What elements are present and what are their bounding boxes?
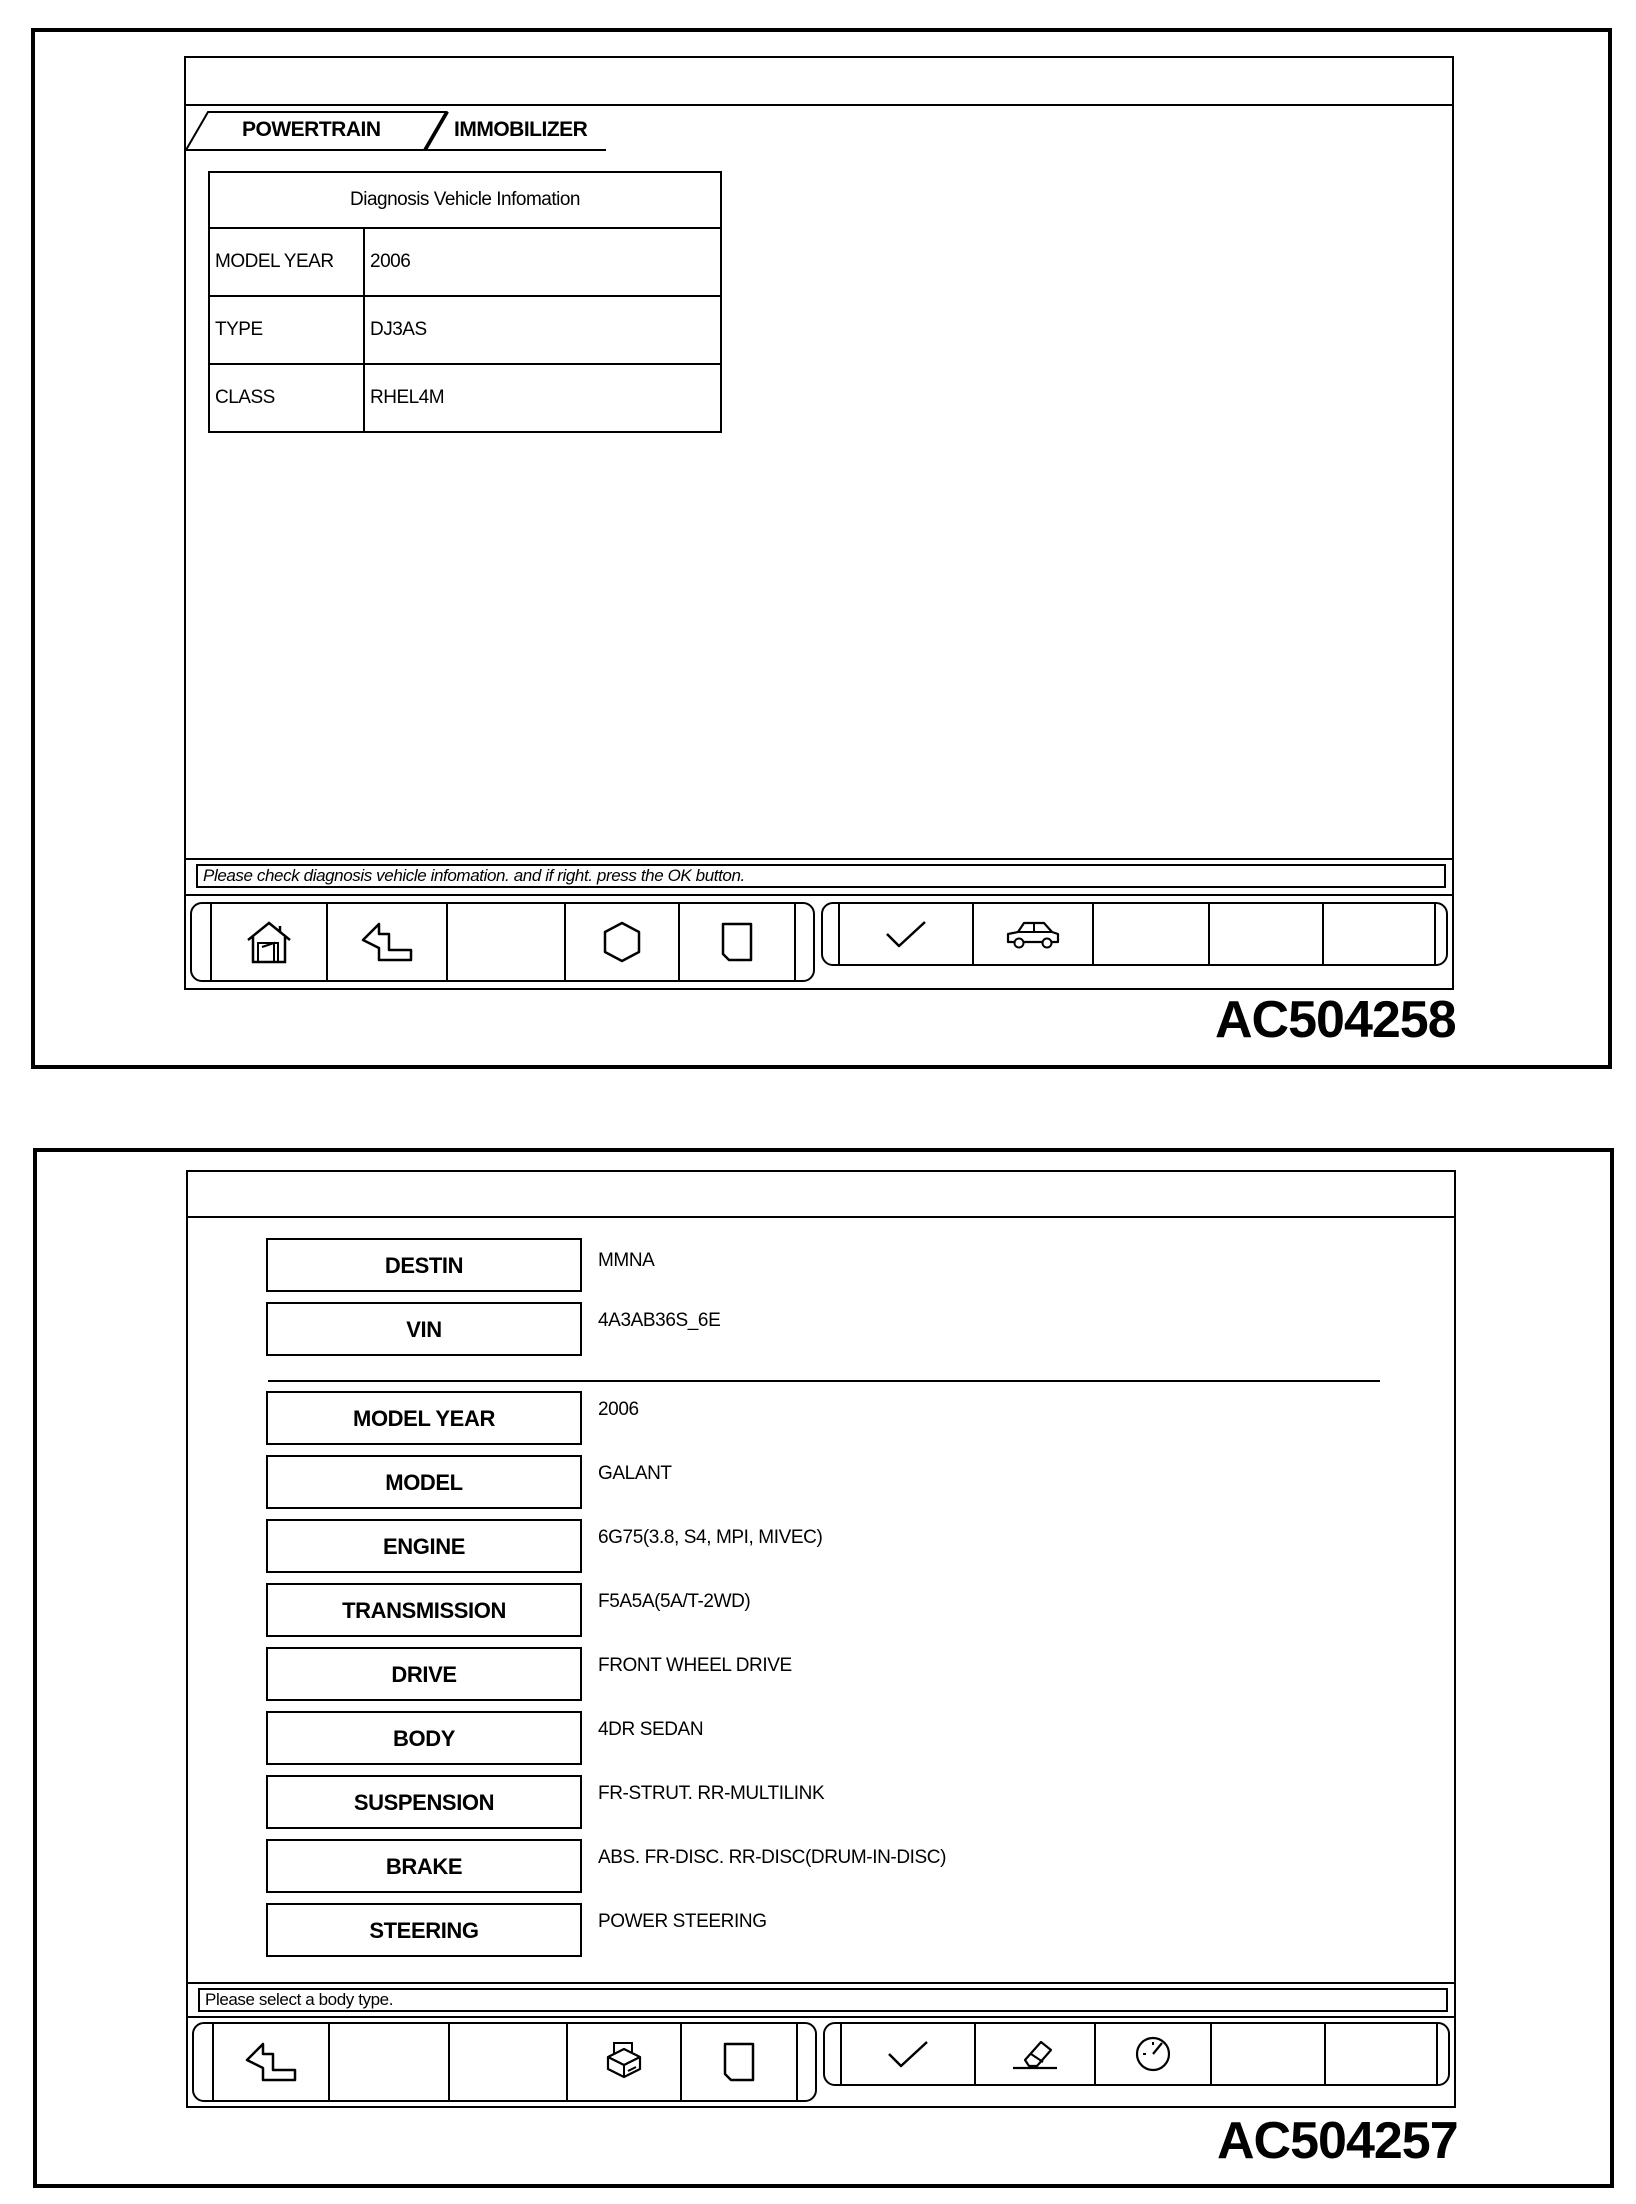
section-divider xyxy=(268,1380,1380,1382)
row-label: CLASS xyxy=(209,364,364,432)
home-icon xyxy=(244,918,294,966)
back-arrow-icon xyxy=(243,2040,299,2084)
back-button[interactable] xyxy=(212,2024,328,2100)
ok-button[interactable] xyxy=(840,2024,974,2084)
checkmark-icon xyxy=(883,2036,933,2072)
page-icon xyxy=(715,918,759,966)
home-button[interactable] xyxy=(210,904,326,980)
spec-label[interactable]: BRAKE xyxy=(266,1839,582,1893)
figure-panel-ac504257 xyxy=(33,1148,1614,2188)
spec-value: 4A3AB36S_6E xyxy=(598,1310,721,1331)
vehicle-spec-screen xyxy=(186,1170,1456,2108)
blank-button[interactable] xyxy=(1324,2024,1438,2084)
table-row xyxy=(209,296,721,364)
spec-label[interactable]: VIN xyxy=(266,1302,582,1356)
spec-label[interactable]: MODEL YEAR xyxy=(266,1391,582,1445)
spec-label[interactable]: MODEL xyxy=(266,1455,582,1509)
blank-button[interactable] xyxy=(1092,904,1208,964)
spec-label[interactable]: DRIVE xyxy=(266,1647,582,1701)
gauge-button[interactable] xyxy=(1094,2024,1210,2084)
left-button-group xyxy=(192,2022,817,2102)
page-icon xyxy=(717,2038,761,2086)
row-label: TYPE xyxy=(209,296,364,364)
status-divider xyxy=(188,1982,1454,1984)
tab-immobilizer[interactable]: IMMOBILIZER xyxy=(454,118,588,141)
vehicle-info-table xyxy=(208,171,722,433)
checkmark-icon xyxy=(881,916,931,952)
figure-caption: AC504257 xyxy=(1217,2112,1458,2170)
back-button[interactable] xyxy=(326,904,446,980)
button-bar-divider xyxy=(186,894,1452,896)
blank-button[interactable] xyxy=(448,2024,566,2100)
blank-button[interactable] xyxy=(1210,2024,1324,2084)
spec-value: FR-STRUT. RR-MULTILINK xyxy=(598,1783,825,1804)
car-icon xyxy=(1004,916,1062,952)
gauge-icon xyxy=(1131,2034,1175,2074)
hexagon-button[interactable] xyxy=(564,904,678,980)
spec-value: F5A5A(5A/T-2WD) xyxy=(598,1591,751,1612)
eraser-icon xyxy=(1007,2036,1063,2072)
spec-label[interactable]: SUSPENSION xyxy=(266,1775,582,1829)
title-bar-divider xyxy=(186,104,1452,106)
back-arrow-icon xyxy=(359,920,415,964)
page-button[interactable] xyxy=(680,2024,798,2100)
status-message: Please check diagnosis vehicle infomation. and if right. press the OK button. xyxy=(196,864,1446,888)
figure-panel-ac504258 xyxy=(31,28,1612,1069)
spec-value: POWER STEERING xyxy=(598,1911,767,1932)
row-value: DJ3AS xyxy=(364,296,721,364)
vehicle-button[interactable] xyxy=(972,904,1092,964)
spec-value: GALANT xyxy=(598,1463,672,1484)
status-message: Please select a body type. xyxy=(198,1988,1448,2012)
page-button[interactable] xyxy=(678,904,796,980)
spec-value: 4DR SEDAN xyxy=(598,1719,704,1740)
erase-button[interactable] xyxy=(974,2024,1094,2084)
left-button-group xyxy=(190,902,815,982)
spec-value: MMNA xyxy=(598,1250,655,1271)
button-bar-divider xyxy=(188,2016,1454,2018)
blank-button[interactable] xyxy=(328,2024,448,2100)
row-value: 2006 xyxy=(364,228,721,296)
spec-label[interactable]: DESTIN xyxy=(266,1238,582,1292)
spec-label[interactable]: STEERING xyxy=(266,1903,582,1957)
right-button-group xyxy=(823,2022,1450,2086)
table-row xyxy=(209,228,721,296)
spec-label[interactable]: TRANSMISSION xyxy=(266,1583,582,1637)
status-divider xyxy=(186,858,1452,860)
blank-button[interactable] xyxy=(1322,904,1436,964)
tab-powertrain[interactable]: POWERTRAIN xyxy=(242,118,381,141)
row-label: MODEL YEAR xyxy=(209,228,364,296)
diagnosis-screen xyxy=(184,56,1454,990)
title-bar-divider xyxy=(188,1216,1454,1218)
spec-value: ABS. FR-DISC. RR-DISC(DRUM-IN-DISC) xyxy=(598,1847,947,1868)
spec-value: 2006 xyxy=(598,1399,639,1420)
spec-label[interactable]: ENGINE xyxy=(266,1519,582,1573)
hexagon-icon xyxy=(600,920,644,964)
ok-button[interactable] xyxy=(838,904,972,964)
row-value: RHEL4M xyxy=(364,364,721,432)
blank-button[interactable] xyxy=(446,904,564,980)
spec-label[interactable]: BODY xyxy=(266,1711,582,1765)
printer-icon xyxy=(600,2039,648,2085)
print-button[interactable] xyxy=(566,2024,680,2100)
right-button-group xyxy=(821,902,1448,966)
table-row xyxy=(209,364,721,432)
vehicle-info-title: Diagnosis Vehicle Infomation xyxy=(209,172,721,228)
spec-value: 6G75(3.8, S4, MPI, MIVEC) xyxy=(598,1527,823,1548)
spec-value: FRONT WHEEL DRIVE xyxy=(598,1655,792,1676)
blank-button[interactable] xyxy=(1208,904,1322,964)
figure-caption: AC504258 xyxy=(1215,991,1456,1049)
